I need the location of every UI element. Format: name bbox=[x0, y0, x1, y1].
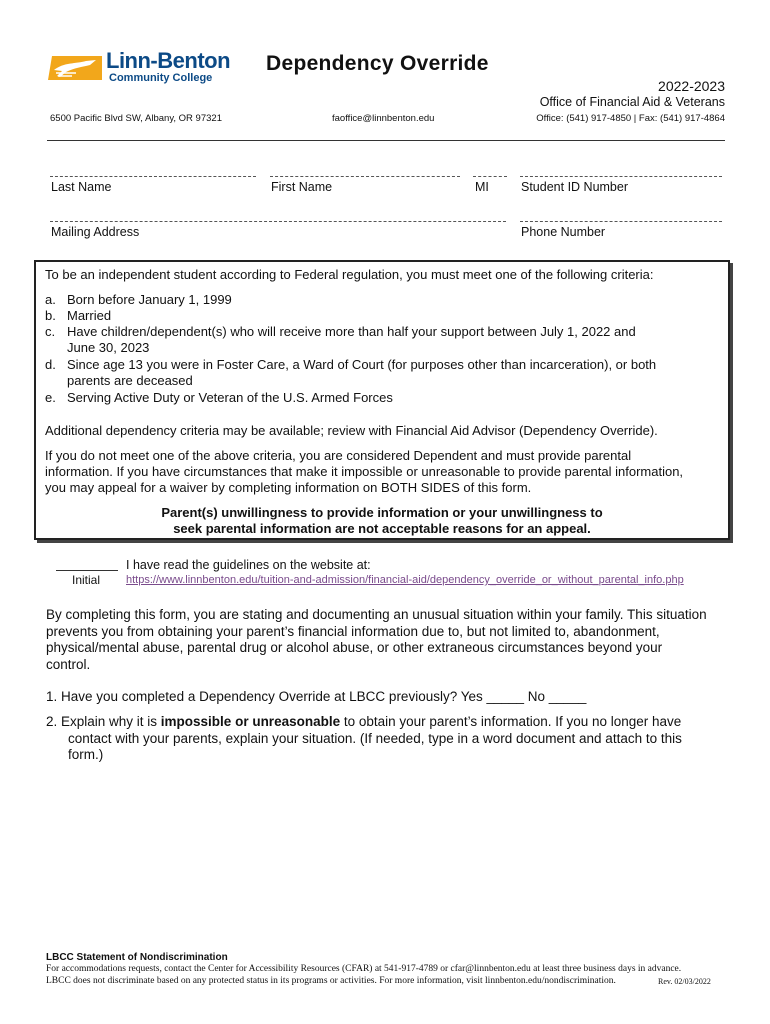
statement-line: control. bbox=[46, 656, 91, 672]
footer-line: For accommodations requests, contact the Center for Accessibility Resources (CFAR) at 541-917-4789 or cfar@linnbenton.edu at least three business days in advance. bbox=[46, 964, 682, 974]
dependent-line: you may appeal for a waiver by completing information on BOTH SIDES of this form. bbox=[45, 480, 532, 495]
question-2-line: form.) bbox=[68, 747, 104, 762]
mailing-address-field[interactable] bbox=[50, 221, 506, 222]
student-id-field[interactable] bbox=[520, 176, 722, 177]
office-email: faoffice@linnbenton.edu bbox=[332, 113, 435, 124]
additional-criteria-note: Additional dependency criteria may be available; review with Financial Aid Advisor (Dependency Override). bbox=[45, 423, 658, 438]
initial-field[interactable] bbox=[56, 570, 118, 571]
statement-line: prevents you from obtaining your parent’s financial information due to, but not limited to, abandonment, bbox=[46, 623, 660, 639]
dependent-line: information. If you have circumstances that make it impossible or unreasonable to provide parental information, bbox=[45, 464, 684, 479]
guidelines-link[interactable]: https://www.linnbenton.edu/tuition-and-admission/financial-aid/dependency_override_or_without_parental_info.php bbox=[126, 574, 684, 586]
college-address: 6500 Pacific Blvd SW, Albany, OR 97321 bbox=[50, 113, 222, 124]
criteria-intro: To be an independent student according to Federal regulation, you must meet one of the following criteria: bbox=[45, 267, 654, 282]
college-logo bbox=[46, 50, 246, 88]
emphasis-text: impossible or unreasonable bbox=[160, 714, 341, 729]
last-name-field[interactable] bbox=[50, 176, 256, 177]
roadrunner-logo-icon bbox=[46, 52, 104, 84]
revision-date: Rev. 02/03/2022 bbox=[658, 977, 711, 986]
student-id-label: Student ID Number bbox=[521, 180, 628, 194]
statement-line: physical/mental abuse, parental drug or alcohol abuse, or other extraneous circumstances beyond your bbox=[46, 640, 663, 655]
dependent-line: If you do not meet one of the above criteria, you are considered Dependent and must provide parental bbox=[45, 448, 632, 463]
first-name-label: First Name bbox=[271, 180, 333, 194]
question-2: 2. Explain why it is impossible or unreasonable to obtain your parent’s information. If you no longer have bbox=[46, 714, 682, 729]
mi-label: MI bbox=[475, 180, 489, 194]
question-1: 1. Have you completed a Dependency Override at LBCC previously? Yes _____ No _____ bbox=[46, 689, 587, 704]
statement-line: By completing this form, you are stating and documenting an unusual situation within your family. This situation bbox=[46, 607, 707, 622]
last-name-label: Last Name bbox=[51, 180, 112, 194]
office-name: Office of Financial Aid & Veterans bbox=[539, 95, 725, 109]
academic-year: 2022-2023 bbox=[658, 78, 725, 94]
footer-title: LBCC Statement of Nondiscrimination bbox=[46, 952, 228, 963]
initial-label: Initial bbox=[72, 573, 101, 587]
phone-field[interactable] bbox=[520, 221, 722, 222]
warning-line: seek parental information are not acceptable reasons for an appeal. bbox=[173, 521, 591, 536]
mailing-address-label: Mailing Address bbox=[51, 225, 140, 239]
logo-subtitle: Community College bbox=[109, 72, 213, 84]
first-name-field[interactable] bbox=[270, 176, 460, 177]
question-2-line: contact with your parents, explain your situation. (If needed, type in a word document and attach to this bbox=[68, 730, 682, 746]
form-title: Dependency Override bbox=[266, 52, 489, 75]
criteria-box: To be an independent student according to Federal regulation, you must meet one of the following criteria: a. Born before January 1, 1999 b. Married c. Have children/dependent(s) who will receive more than half your support between July 1, 2022 and June 30, 2023 d. Since age 13 you were in Foster Care, a Ward of Court (for purposes other than incarceration), or both parents are deceased e. Serving Active Duty or Veteran of the U.S. Armed Forces Additional dependency criteria may be available; review with Financial Aid Advisor (Dependency Override). If you do not meet one of the above criteria, you are considered Dependent and must provide parental information. If you have circumstances that make it impossible or unreasonable to provide parental information, you may appeal for a waiver by completing information on BOTH SIDES of this form. Parent(s) unwillingness to provide information or your unwillingness to seek parental information are not acceptable reasons for an appeal. bbox=[34, 260, 730, 540]
logo-name: Linn-Benton bbox=[106, 48, 231, 73]
warning-line: Parent(s) unwillingness to provide information or your unwillingness to bbox=[161, 505, 603, 520]
mi-field[interactable] bbox=[473, 176, 507, 177]
office-phone-fax: Office: (541) 917-4850 | Fax: (541) 917-4864 bbox=[536, 113, 725, 124]
footer-line: LBCC does not discriminate based on any protected status in its programs or activities. For more information, visit linnbenton.edu/nondiscrimination. bbox=[46, 976, 616, 986]
guidelines-read-text: I have read the guidelines on the website at: bbox=[126, 558, 371, 572]
header-divider bbox=[47, 140, 725, 141]
phone-label: Phone Number bbox=[521, 225, 606, 239]
